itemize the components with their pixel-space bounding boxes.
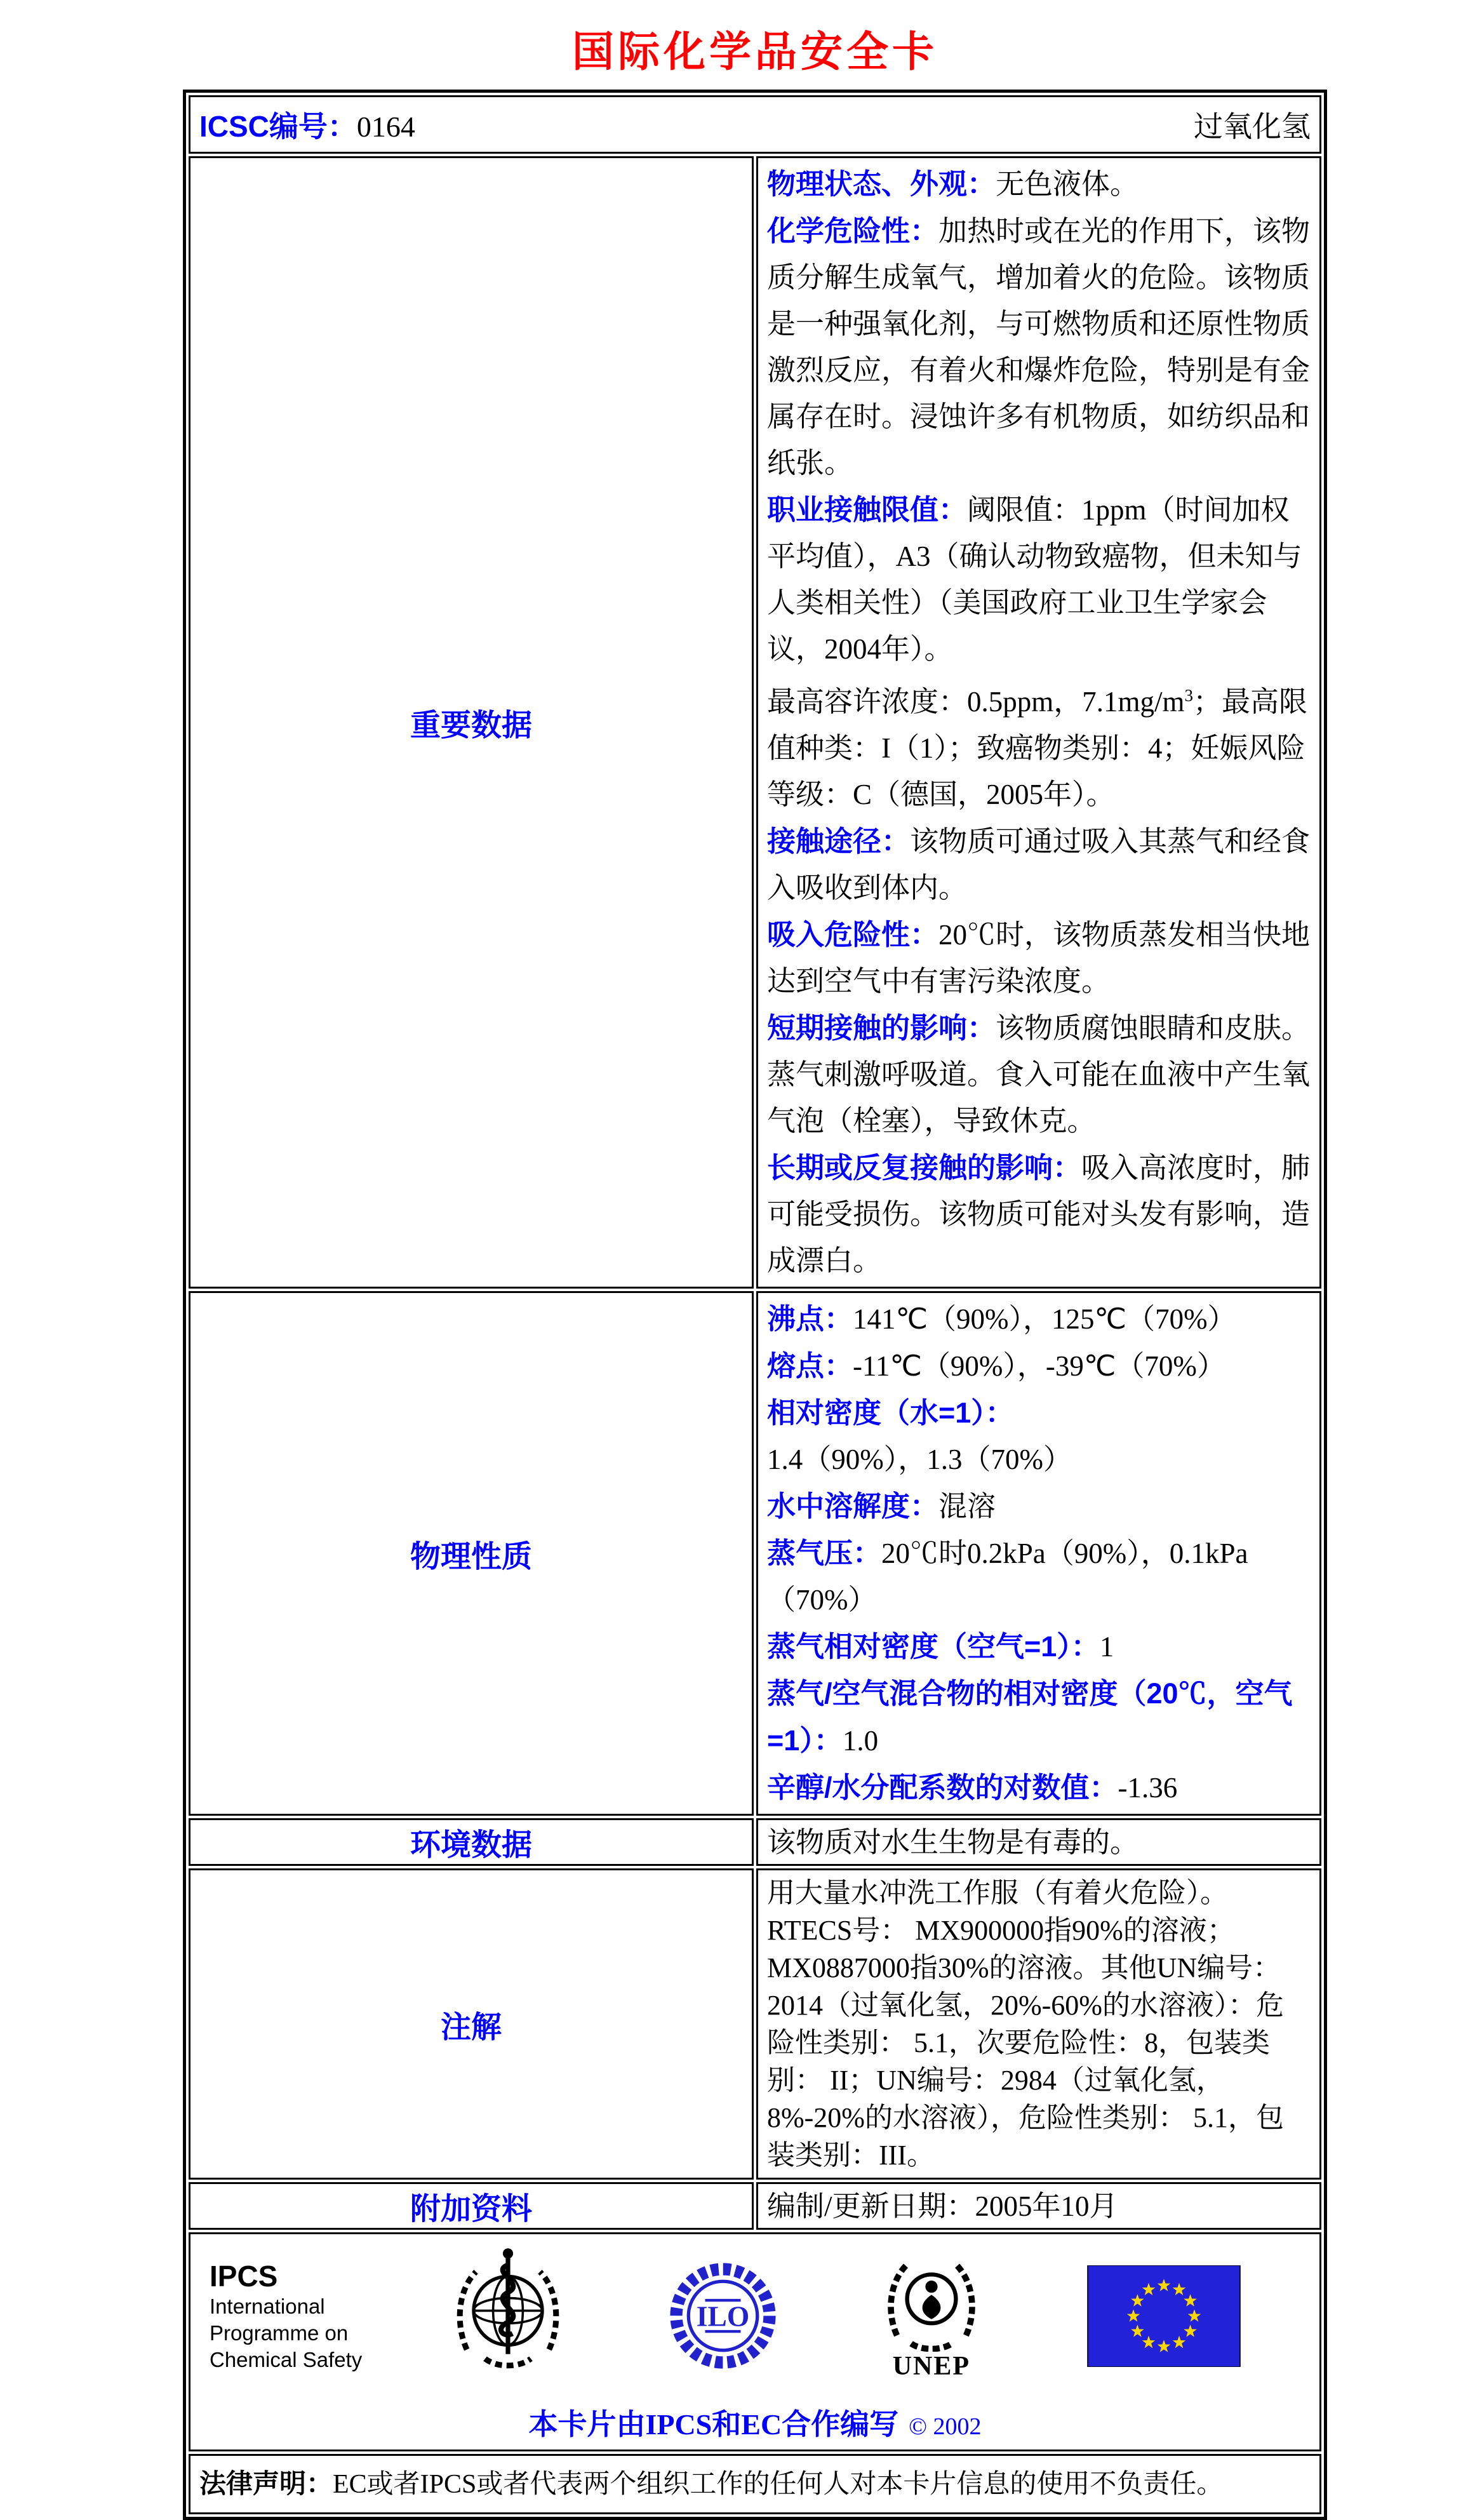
environment-data-content: 该物质对水生生物是有毒的。 — [756, 1818, 1321, 1866]
page-title: 国际化学品安全卡 — [572, 29, 938, 76]
header-cell — [189, 95, 1321, 154]
unep-label: UNEP — [892, 2352, 971, 2381]
footer-row — [189, 2232, 1321, 2451]
legal-cell — [189, 2454, 1321, 2514]
important-data-item: 吸入危险性：20℃时，该物质蒸发相当快地达到空气中有害污染浓度。 — [767, 918, 1311, 997]
header-row — [189, 95, 1321, 154]
physical-property-item: 熔点：-11℃（90%），-39℃（70%） — [767, 1350, 1225, 1382]
physical-properties-row — [189, 1291, 1321, 1816]
important-data-item: 物理状态、外观：无色液体。 — [767, 168, 1139, 200]
physical-properties-content — [756, 1291, 1321, 1816]
legal-text: EC或者IPCS或者代表两个组织工作的任何人对本卡片信息的使用不负责任。 — [333, 2470, 1224, 2499]
additional-info-label: 附加资料 — [189, 2182, 754, 2230]
unep-logo-block — [881, 2250, 982, 2382]
ipcs-text-block: IPCS International Programme on Chemical Safety — [210, 2259, 400, 2373]
notes-row — [189, 1868, 1321, 2180]
footer-caption-text: 本卡片由IPCS和EC合作编写 — [528, 2408, 899, 2441]
physical-property-item: 水中溶解度：混溶 — [767, 1490, 996, 1522]
physical-property-item: 辛醇/水分配系数的对数值：-1.36 — [767, 1771, 1178, 1804]
important-data-content — [756, 156, 1321, 1289]
important-data-item: 化学危险性：加热时或在光的作用下，该物质分解生成氧气，增加着火的危险。该物质是一种强氧化剂，与可燃物质和还原性物质激烈反应，有着火和爆炸危险，特别是有金属存在时。浸蚀许多有机物质，如纺织品和纸张。 — [767, 215, 1311, 479]
important-data-item: 接触途径：该物质可通过吸入其蒸气和经食入吸收到体内。 — [767, 825, 1311, 904]
environment-data-row — [189, 1818, 1321, 1866]
svg-text:ILO: ILO — [696, 2300, 750, 2333]
physical-property-item: 蒸气压：20℃时0.2kPa（90%），0.1kPa（70%） — [767, 1537, 1248, 1616]
environment-data-label: 环境数据 — [189, 1818, 754, 1866]
additional-info-row — [189, 2182, 1321, 2230]
physical-property-item: 相对密度（水=1）：1.4（90%），1.3（70%） — [767, 1397, 1072, 1475]
physical-property-item: 沸点：141℃（90%），125℃（70%） — [767, 1303, 1236, 1335]
important-data-item: 最高容许浓度：0.5ppm，$7.1mg/m^3$；最高限值种类：I（1）；致癌物类别：4；妊娠风险等级：C（德国，2005年）。 — [767, 686, 1308, 810]
physical-properties-label: 物理性质 — [189, 1291, 754, 1816]
icsc-number-value: 0164 — [356, 111, 415, 143]
important-data-item: 长期或反复接触的影响：吸入高浓度时，肺可能受损伤。该物质可能对头发有影响，造成漂白。 — [767, 1151, 1311, 1277]
superscript: 3 — [1184, 686, 1194, 705]
important-data-item: 短期接触的影响：该物质腐蚀眼睛和皮肤。蒸气刺激呼吸道。食入可能在血液中产生氧气泡（栓塞），导致休克。 — [767, 1012, 1311, 1137]
important-data-row — [189, 156, 1321, 1289]
footer-caption — [210, 2401, 1300, 2443]
safety-card-table — [183, 90, 1327, 2520]
icsc-number-group — [199, 104, 415, 145]
important-data-item: 职业接触限值：阈限值：1ppm（时间加权平均值），A3（确认动物致癌物，但未知与人类相关性）（美国政府工业卫生学家会议，2004年）。 — [767, 493, 1302, 665]
physical-property-item: 蒸气相对密度（空气=1）：1 — [767, 1630, 1114, 1663]
legal-label: 法律声明： — [199, 2469, 333, 2498]
important-data-label: 重要数据 — [189, 156, 754, 1289]
physical-property-item: 蒸气/空气混合物的相对密度（20℃，空气=1）：1.0 — [767, 1677, 1293, 1757]
unep-logo-icon — [881, 2250, 982, 2352]
who-logo-icon — [451, 2244, 565, 2387]
legal-row — [189, 2454, 1321, 2514]
chemical-name: 过氧化氢 — [1194, 111, 1311, 143]
additional-info-content: 编制/更新日期：2005年10月 — [756, 2182, 1321, 2230]
eu-flag-icon — [1085, 2265, 1243, 2367]
ipcs-title: IPCS — [210, 2259, 278, 2293]
footer-copyright: © 2002 — [909, 2413, 982, 2440]
icsc-number-label: ICSC编号： — [199, 110, 357, 143]
footer-cell — [189, 2232, 1321, 2451]
notes-label: 注解 — [189, 1868, 754, 2180]
notes-content: 用大量水冲洗工作服（有着火危险）。RTECS号： MX900000指90%的溶液；MX0887000指30%的溶液。其他UN编号：2014（过氧化氢，20%-60%的水溶液）：危险性类别： 5.1，次要危险性：8，包装类别： II；UN编号：2984（过氧化氢，8%-20%的水溶液），危险性类别： 5.1，包装类别：III。 — [756, 1868, 1321, 2180]
ilo-logo-icon — [667, 2260, 778, 2371]
